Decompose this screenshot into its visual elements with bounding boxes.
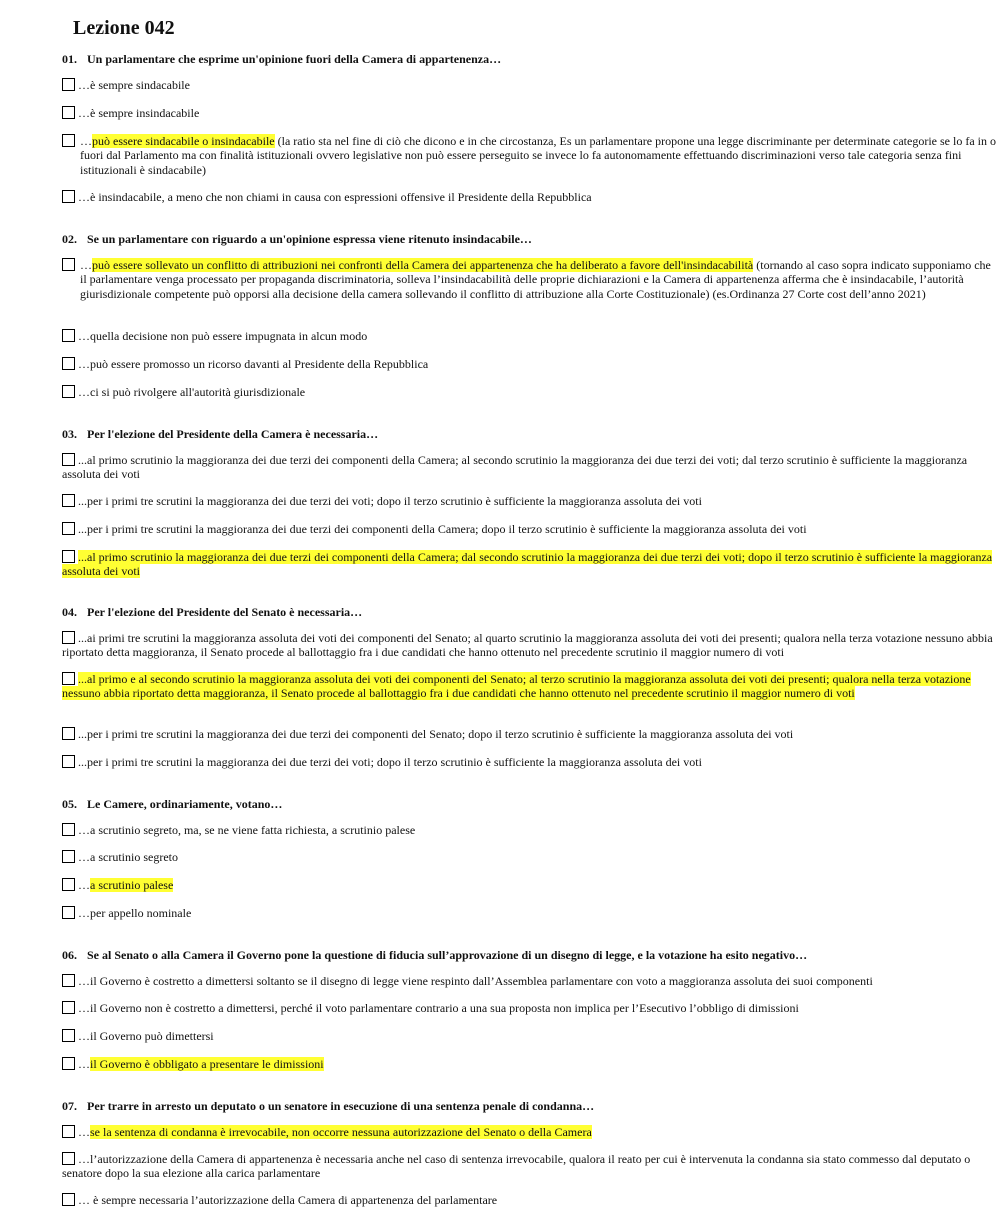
option-05-b [62,850,996,864]
option-prefix: … [80,258,92,272]
checkbox[interactable] [62,974,75,987]
highlighted-answer: può essere sollevato un conflitto di attribuzioni nei confronti della Camera dei appartenenza che ha deliberato a favore dell'insindacabilità [92,258,754,272]
option-prefix: … [78,190,90,204]
option-text: è sempre sindacabile [90,78,190,92]
checkbox[interactable] [62,494,75,507]
question-text: Se un parlamentare con riguardo a un'opinione espressa viene ritenuto insindacabile… [87,232,532,246]
question-text: Per trarre in arresto un deputato o un senatore in esecuzione di una sentenza penale di condanna… [87,1099,595,1113]
option-text: (tornando al caso sopra indicato supponiamo che il parlamentare venga processato per propaganda discriminatoria, solleva l’insindacabilità delle proprie dichiarazioni e la Camera di appartenenza afferma che è insindacabile, l’autorità giurisdizionale competente può opporsi alla decisione della camera sollevando il conflitto di attribuzione alla Corte Costituzionale) (es.Ordinanza 27 Corte cost dell’anno 2021) [80,258,991,301]
question-number: 06. [62,948,77,962]
option-03-c [62,522,996,536]
option-text: ci si può rivolgere all'autorità giurisdizionale [90,385,306,399]
checkbox[interactable] [62,878,75,891]
checkbox[interactable] [62,357,75,370]
checkbox[interactable] [62,453,75,466]
checkbox[interactable] [62,1001,75,1014]
option-text: ...per i primi tre scrutini la maggioranza dei due terzi dei componenti del Senato; dopo il terzo scrutinio è sufficiente la maggioranza assoluta dei voti [78,727,794,741]
checkbox[interactable] [62,258,75,271]
option-prefix: … [78,850,90,864]
option-02-b [62,329,996,343]
option-prefix: … [78,1057,90,1071]
question-number: 01. [62,52,77,66]
highlighted-answer: ...al primo scrutinio la maggioranza dei due terzi dei componenti della Camera; dal secondo scrutinio la maggioranza dei due terzi dei voti; dopo il terzo scrutinio è sufficiente la maggioranza assoluta dei voti [62,550,993,579]
option-06-a [62,974,996,988]
option-06-d [62,1057,996,1071]
question-text: Le Camere, ordinariamente, votano… [87,797,283,811]
option-text: ...per i primi tre scrutini la maggioranza dei due terzi dei componenti della Camera; dopo il terzo scrutinio è sufficiente la maggioranza assoluta dei voti [78,522,807,536]
checkbox[interactable] [62,78,75,91]
option-text: ...ai primi tre scrutini la maggioranza assoluta dei voti dei componenti del Senato; al quarto scrutinio la maggioranza assoluta dei voti dei presenti; qualora nella terza votazione nessuno abbia riportato detta maggioranza, il Senato procede al ballottaggio fra i due candidati che hanno ottenuto nel precedente scrutinio il maggior numero di voti [62,631,993,660]
option-04-b [62,672,996,701]
checkbox[interactable] [62,850,75,863]
option-01-d [62,190,996,204]
option-01-c [62,134,996,177]
option-prefix: … [78,878,90,892]
option-prefix: … [78,385,90,399]
question-06 [62,948,992,962]
highlighted-answer: a scrutinio palese [90,878,174,892]
option-prefix: … [78,823,90,837]
checkbox[interactable] [62,1125,75,1138]
option-06-c [62,1029,996,1043]
option-prefix: … [78,974,90,988]
option-02-d [62,385,996,399]
option-01-a [62,78,996,92]
option-text: l’autorizzazione della Camera di appartenenza è necessaria anche nel caso di sentenza irrevocabile, qualora il reato per cui è intervenuta la condanna sia stato commesso dal deputato o senatore dopo la sua elezione alla carica parlamentare [62,1152,971,1181]
checkbox[interactable] [62,550,75,563]
option-prefix: … [78,357,90,371]
checkbox[interactable] [62,190,75,203]
question-number: 07. [62,1099,77,1113]
option-02-c [62,357,996,371]
checkbox[interactable] [62,672,75,685]
option-prefix: … [80,134,92,148]
question-01 [62,52,992,66]
checkbox[interactable] [62,755,75,768]
option-text: ...al primo scrutinio la maggioranza dei due terzi dei componenti della Camera; al secondo scrutinio la maggioranza dei due terzi dei voti; dal terzo scrutinio è sufficiente la maggioranza assoluta dei voti [62,453,968,482]
checkbox[interactable] [62,522,75,535]
option-prefix: … [78,1193,93,1207]
highlighted-answer: se la sentenza di condanna è irrevocabile, non occorre nessuna autorizzazione del Senato o della Camera [90,1125,592,1139]
checkbox[interactable] [62,134,75,147]
question-number: 04. [62,605,77,619]
question-05 [62,797,992,811]
option-prefix: … [78,329,90,343]
page-title: Lezione 042 [73,17,175,39]
option-text: è sempre necessaria l’autorizzazione della Camera di appartenenza del parlamentare [93,1193,498,1207]
question-02 [62,232,992,246]
highlighted-answer: ...al primo e al secondo scrutinio la maggioranza assoluta dei voti dei componenti del Senato; al terzo scrutinio la maggioranza assoluta dei voti dei presenti; qualora nella terza votazione nessuno abbia riportato detta maggioranza, il Senato procede al ballottaggio fra i due candidati che hanno ottenuto nel precedente scrutinio il maggior numero di voti [62,672,971,701]
checkbox[interactable] [62,727,75,740]
question-03 [62,427,992,441]
checkbox[interactable] [62,1029,75,1042]
option-07-a [62,1125,996,1139]
option-05-c [62,878,996,892]
option-prefix: … [78,78,90,92]
question-07 [62,1099,992,1113]
option-text: il Governo non è costretto a dimettersi, perché il voto parlamentare contrario a una sua proposta non implica per l’Esecutivo l’obbligo di dimissioni [90,1001,799,1015]
checkbox[interactable] [62,906,75,919]
option-text: può essere promosso un ricorso davanti al Presidente della Repubblica [90,357,429,371]
option-01-b [62,106,996,120]
option-05-d [62,906,996,920]
checkbox[interactable] [62,1057,75,1070]
option-03-b [62,494,996,508]
option-text: a scrutinio segreto [90,850,178,864]
option-04-d [62,755,996,769]
option-07-c [62,1193,996,1207]
option-prefix: … [78,906,90,920]
checkbox[interactable] [62,106,75,119]
option-text: il Governo può dimettersi [90,1029,214,1043]
question-number: 05. [62,797,77,811]
question-number: 02. [62,232,77,246]
option-prefix: … [78,1125,90,1139]
option-text: a scrutinio segreto, ma, se ne viene fatta richiesta, a scrutinio palese [90,823,416,837]
option-text: è sempre insindacabile [90,106,200,120]
option-text: ...per i primi tre scrutini la maggioranza dei due terzi dei voti; dopo il terzo scrutinio è sufficiente la maggioranza assoluta dei voti [78,755,702,769]
option-text: per appello nominale [90,906,192,920]
option-text: il Governo è costretto a dimettersi soltanto se il disegno di legge viene respinto dall’Assemblea parlamentare con voto a maggioranza assoluta dei suoi componenti [90,974,873,988]
checkbox[interactable] [62,631,75,644]
option-05-a [62,823,996,837]
question-number: 03. [62,427,77,441]
option-07-b [62,1152,996,1181]
checkbox[interactable] [62,329,75,342]
option-text: quella decisione non può essere impugnata in alcun modo [90,329,368,343]
highlighted-answer: può essere sindacabile o insindacabile [92,134,275,148]
option-06-b [62,1001,996,1015]
option-04-a [62,631,996,660]
option-03-d [62,550,996,579]
question-text: Un parlamentare che esprime un'opinione fuori della Camera di appartenenza… [87,52,502,66]
option-prefix: … [78,1001,90,1015]
option-text: è insindacabile, a meno che non chiami in causa con espressioni offensive il Presidente della Repubblica [90,190,592,204]
option-text: ...per i primi tre scrutini la maggioranza dei due terzi dei voti; dopo il terzo scrutinio è sufficiente la maggioranza assoluta dei voti [78,494,702,508]
option-04-c [62,727,996,741]
option-03-a [62,453,996,482]
option-prefix: … [78,1152,90,1166]
checkbox[interactable] [62,1152,75,1165]
option-prefix: … [78,106,90,120]
question-text: Per l'elezione del Presidente del Senato è necessaria… [87,605,363,619]
option-text: (la ratio sta nel fine di ciò che dicono e in che circostanza, Es un parlamentare propone una legge discriminante per determinate categorie se lo fa in o fuori dal Parlamento ma con finalità istituzionali ovvero legislative non può essere perseguito se invece lo fa autonomamente effettuando discriminazioni verso tale categoria senza fini istituzionali è sindacabile) [80,134,996,177]
question-text: Se al Senato o alla Camera il Governo pone la questione di fiducia sull’approvazione di un disegno di legge, e la votazione ha esito negativo… [87,948,808,962]
question-04 [62,605,992,619]
option-prefix: … [78,1029,90,1043]
option-02-a [62,258,996,301]
question-text: Per l'elezione del Presidente della Camera è necessaria… [87,427,379,441]
highlighted-answer: il Governo è obbligato a presentare le dimissioni [90,1057,324,1071]
checkbox[interactable] [62,385,75,398]
checkbox[interactable] [62,823,75,836]
checkbox[interactable] [62,1193,75,1206]
